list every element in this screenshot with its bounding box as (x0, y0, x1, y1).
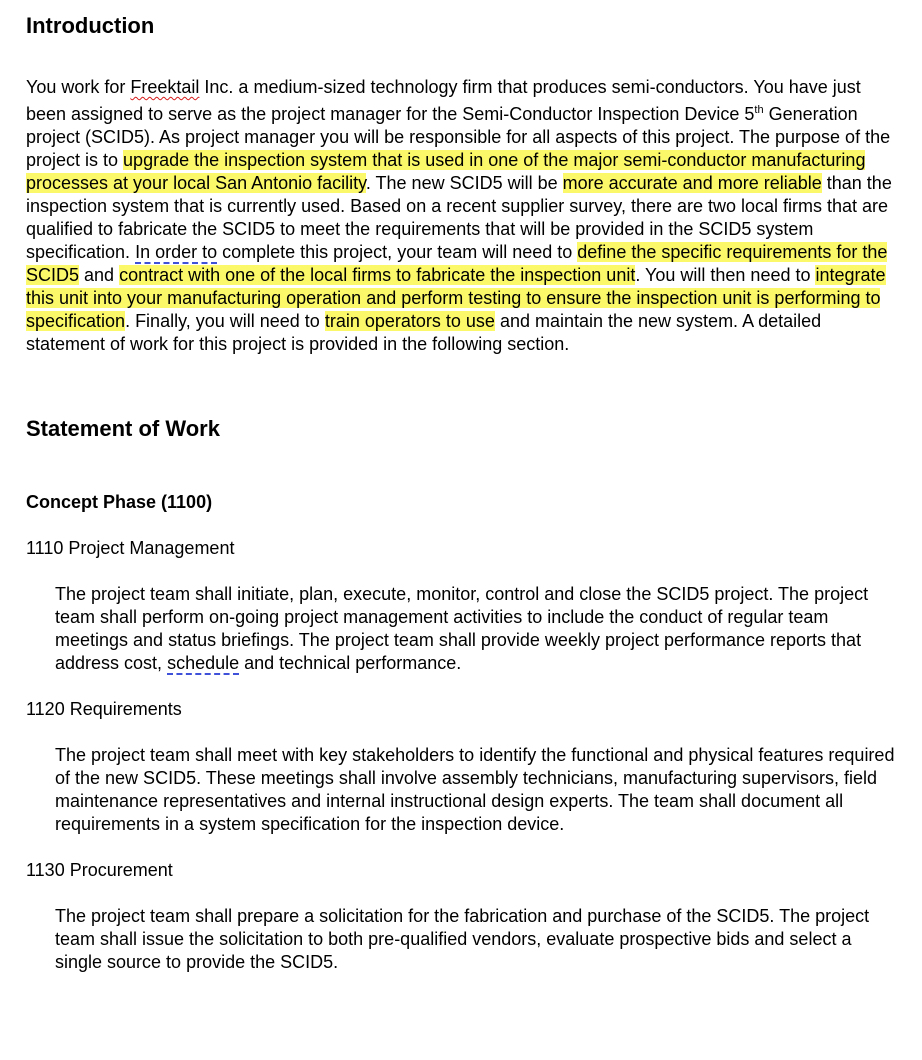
statement-of-work-heading: Statement of Work (26, 416, 220, 441)
highlighted-text: train operators to use (324, 311, 495, 331)
grammar-flagged-text[interactable]: schedule (167, 653, 240, 673)
intro-text: complete this project, your team will need to (217, 242, 578, 262)
intro-text: You work for (26, 77, 131, 97)
document-page (26, 12, 898, 974)
highlighted-text: upgrade the inspection system that is used in one of the major semi-conductor manufacturing processes at your local San Antonio facility (26, 150, 866, 193)
task-text: The project team shall initiate, plan, execute, monitor, control and close the SCID5 project. The project team shall perform on-going project management activities to include the conduct of regular team meetings and status briefings. The project team shall provide weekly project performance reports that address cost, (55, 584, 869, 673)
intro-text: Generation project (SCID5). As project manager you will be responsible for all aspects of this project. The purpose of the project is to (26, 104, 891, 170)
intro-text: . You will then need to (635, 265, 816, 285)
task-title-1110: 1110 Project Management (26, 538, 235, 558)
phase-heading: Concept Phase (1100) (26, 492, 213, 512)
task-body-1120: The project team shall meet with key stakeholders to identify the functional and physical features required of the new SCID5. These meetings shall involve assembly technicians, manufacturing supervisors, field maintenance representatives and internal instructional design experts. The team shall document all requirements in a system specification for the inspection device. (55, 745, 895, 834)
grammar-flagged-text[interactable]: In order to (135, 242, 218, 262)
intro-text: and (79, 265, 120, 285)
highlighted-text: integrate this unit into your manufacturing operation and perform testing to ensure the inspection unit is performing to specification (26, 265, 886, 331)
intro-text: Inc. a medium-sized technology firm that produces semi-conductors. You have just been assigned to serve as the project manager for the Semi-Conductor Inspection Device 5 (26, 77, 861, 124)
introduction-heading: Introduction (26, 13, 155, 38)
highlighted-text: contract with one of the local firms to fabricate the inspection unit (119, 265, 636, 285)
task-title-1120: 1120 Requirements (26, 699, 182, 719)
highlighted-text: more accurate and more reliable (562, 173, 822, 193)
introduction-paragraph (26, 76, 898, 356)
task-text: and technical performance. (239, 653, 462, 673)
intro-text: . The new SCID5 will be (365, 173, 563, 193)
task-title-1130: 1130 Procurement (26, 860, 173, 880)
task-body-1130: The project team shall prepare a solicitation for the fabrication and purchase of the SCID5. The project team shall issue the solicitation to both pre-qualified vendors, evaluate prospective bids and select a single source to provide the SCID5. (55, 906, 870, 972)
highlighted-text: define the specific requirements for the SCID5 (26, 242, 888, 285)
intro-text: and maintain the new system. A detailed statement of work for this project is provided in the following section. (26, 311, 822, 354)
superscript: th (754, 104, 764, 116)
misspelled-word[interactable]: Freektail (130, 77, 200, 97)
task-body-1110 (55, 583, 901, 675)
intro-text: . Finally, you will need to (125, 311, 325, 331)
intro-text: than the inspection system that is currently used. Based on a recent supplier survey, there are two local firms that are qualified to fabricate the SCID5 to meet the requirements that will be provided in the SCID5 system specification. (26, 173, 892, 262)
